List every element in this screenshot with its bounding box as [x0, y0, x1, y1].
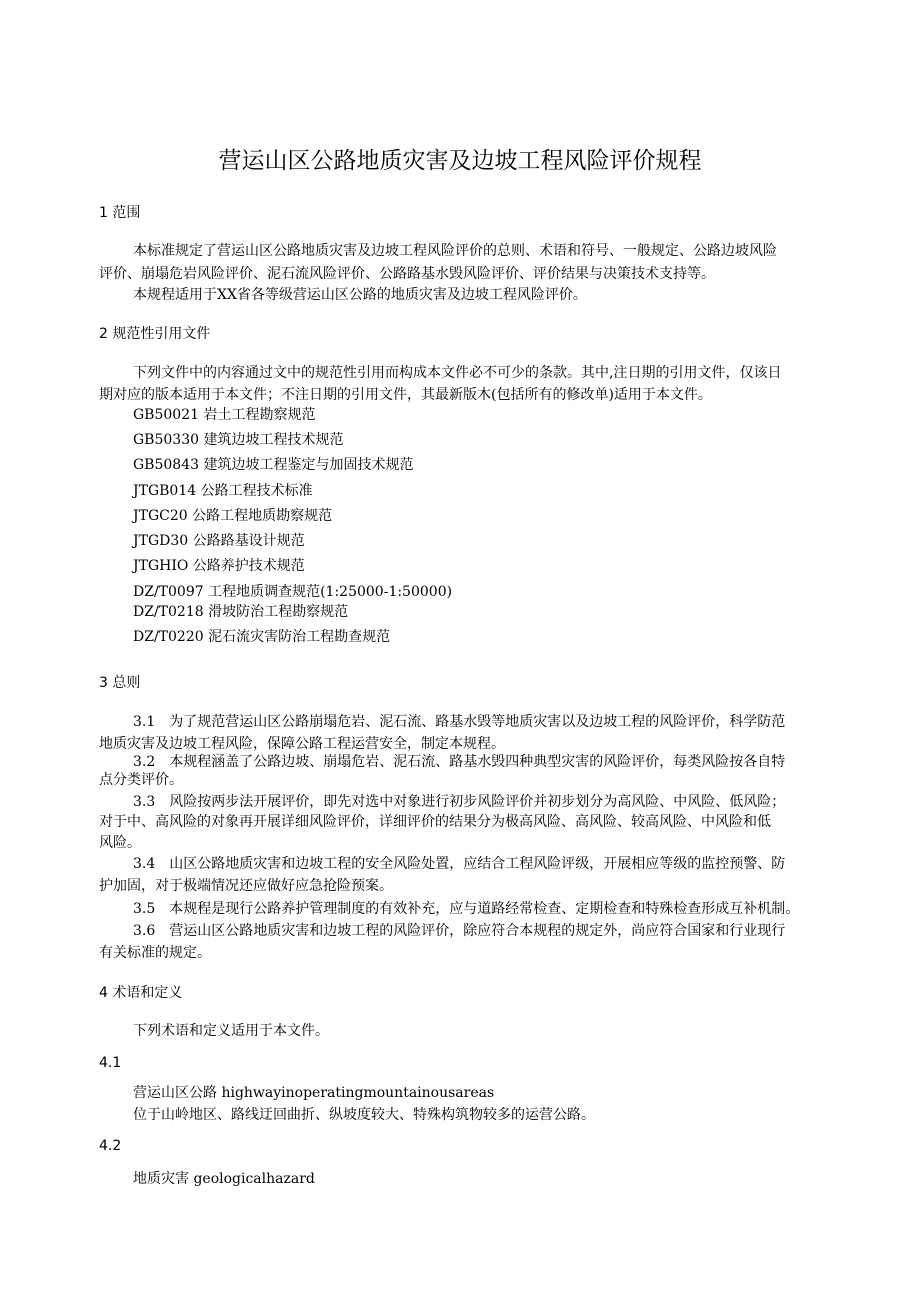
term-definition: 位于山岭地区、路线迂回曲折、纵坡度较大、特殊构筑物较多的运营公路。	[133, 1107, 595, 1123]
clause-3-1-line: 3.1 为了规范营运山区公路崩塌危岩、泥石流、路基水毁等地质灾害以及边坡工程的风险评价，科学防范	[133, 714, 786, 730]
clause-3-6-line: 3.6 营运山区公路地质灾害和边坡工程的风险评价，除应符合本规程的规定外，尚应符合国家和行业现行	[133, 923, 786, 939]
section-4-heading: 4 术语和定义	[99, 985, 183, 1001]
term-title: 营运山区公路 highwayinoperatingmountainousareas	[133, 1085, 495, 1101]
clause-3-3-line: 3.3 风险按两步法开展评价，即先对选中对象进行初步风险评价并初步划分为高风险、中风险、低风险；	[133, 794, 786, 810]
reference-item: DZ/T0220 泥石流灾害防治工程勘查规范	[133, 629, 391, 645]
reference-item: GB50021 岩土工程勘察规范	[133, 407, 316, 423]
reference-item: JTGHIO 公路养护技术规范	[133, 558, 305, 574]
page-title: 营运山区公路地质灾害及边坡工程风险评价规程	[218, 148, 702, 174]
clause-3-3-line: 对于中、高风险的对象再开展详细风险评价，详细评价的结果分为极高风险、高风险、较高风险、中风险和低	[99, 814, 771, 830]
clause-3-4-line: 护加固，对于极端情况还应做好应急抢险预案。	[99, 878, 393, 894]
term-number: 4.2	[99, 1138, 122, 1154]
section-2-heading: 2 规范性引用文件	[99, 326, 211, 342]
clause-3-6-line: 有关标准的规定。	[99, 945, 211, 961]
section-1-paragraph-line: 评价、崩塌危岩风险评价、泥石流风险评价、公路路基水毁风险评价、评价结果与决策技术支持等。	[99, 266, 715, 282]
clause-3-3-line: 风险。	[99, 835, 141, 851]
section-3-heading: 3 总则	[99, 675, 141, 691]
reference-item: GB50330 建筑边坡工程技术规范	[133, 432, 344, 448]
clause-3-4-line: 3.4 山区公路地质灾害和边坡工程的安全风险处置，应结合工程风险评级，开展相应等级的监控预警、防	[133, 856, 786, 872]
reference-item: DZ/T0097 工程地质调查规范(1:25000-1:50000)	[133, 584, 453, 600]
section-4-intro: 下列术语和定义适用于本文件。	[133, 1023, 329, 1039]
reference-item: DZ/T0218 滑坡防治工程勘察规范	[133, 604, 349, 620]
clause-3-1-line: 地质灾害及边坡工程风险，保障公路工程运营安全，制定本规程。	[99, 736, 505, 752]
term-title: 地质灾害 geologicalhazard	[133, 1171, 315, 1187]
reference-item: GB50843 建筑边坡工程鉴定与加固技术规范	[133, 457, 414, 473]
section-1-heading: 1 范围	[99, 205, 141, 221]
clause-3-5-line: 3.5 本规程是现行公路养护管理制度的有效补充，应与道路经常检查、定期检查和特殊检查形成互补机制。	[133, 901, 800, 917]
clause-3-2-line: 3.2 本规程涵盖了公路边坡、崩塌危岩、泥石流、路基水毁四种典型灾害的风险评价，每类风险按各自特	[133, 754, 786, 770]
section-2-paragraph-line: 下列文件中的内容通过文中的规范性引用而构成本文件必不可少的条款。其中,注日期的引用文件，仅该日	[133, 365, 782, 381]
term-number: 4.1	[99, 1055, 122, 1071]
section-1-paragraph-line: 本规程适用于XX省各等级营运山区公路的地质灾害及边坡工程风险评价。	[133, 287, 587, 303]
reference-item: JTGC20 公路工程地质勘察规范	[133, 508, 333, 524]
section-1-paragraph-line: 本标准规定了营运山区公路地质灾害及边坡工程风险评价的总则、术语和符号、一般规定、公路边坡风险	[133, 243, 777, 259]
reference-item: JTGD30 公路路基设计规范	[133, 533, 305, 549]
section-2-paragraph-line: 期对应的版本适用于本文件；不注日期的引用文件，其最新版木(包括所有的修改单)适用于本文件。	[99, 387, 712, 403]
clause-3-2-line: 点分类评价。	[99, 772, 183, 788]
reference-item: JTGB014 公路工程技术标准	[133, 483, 313, 499]
